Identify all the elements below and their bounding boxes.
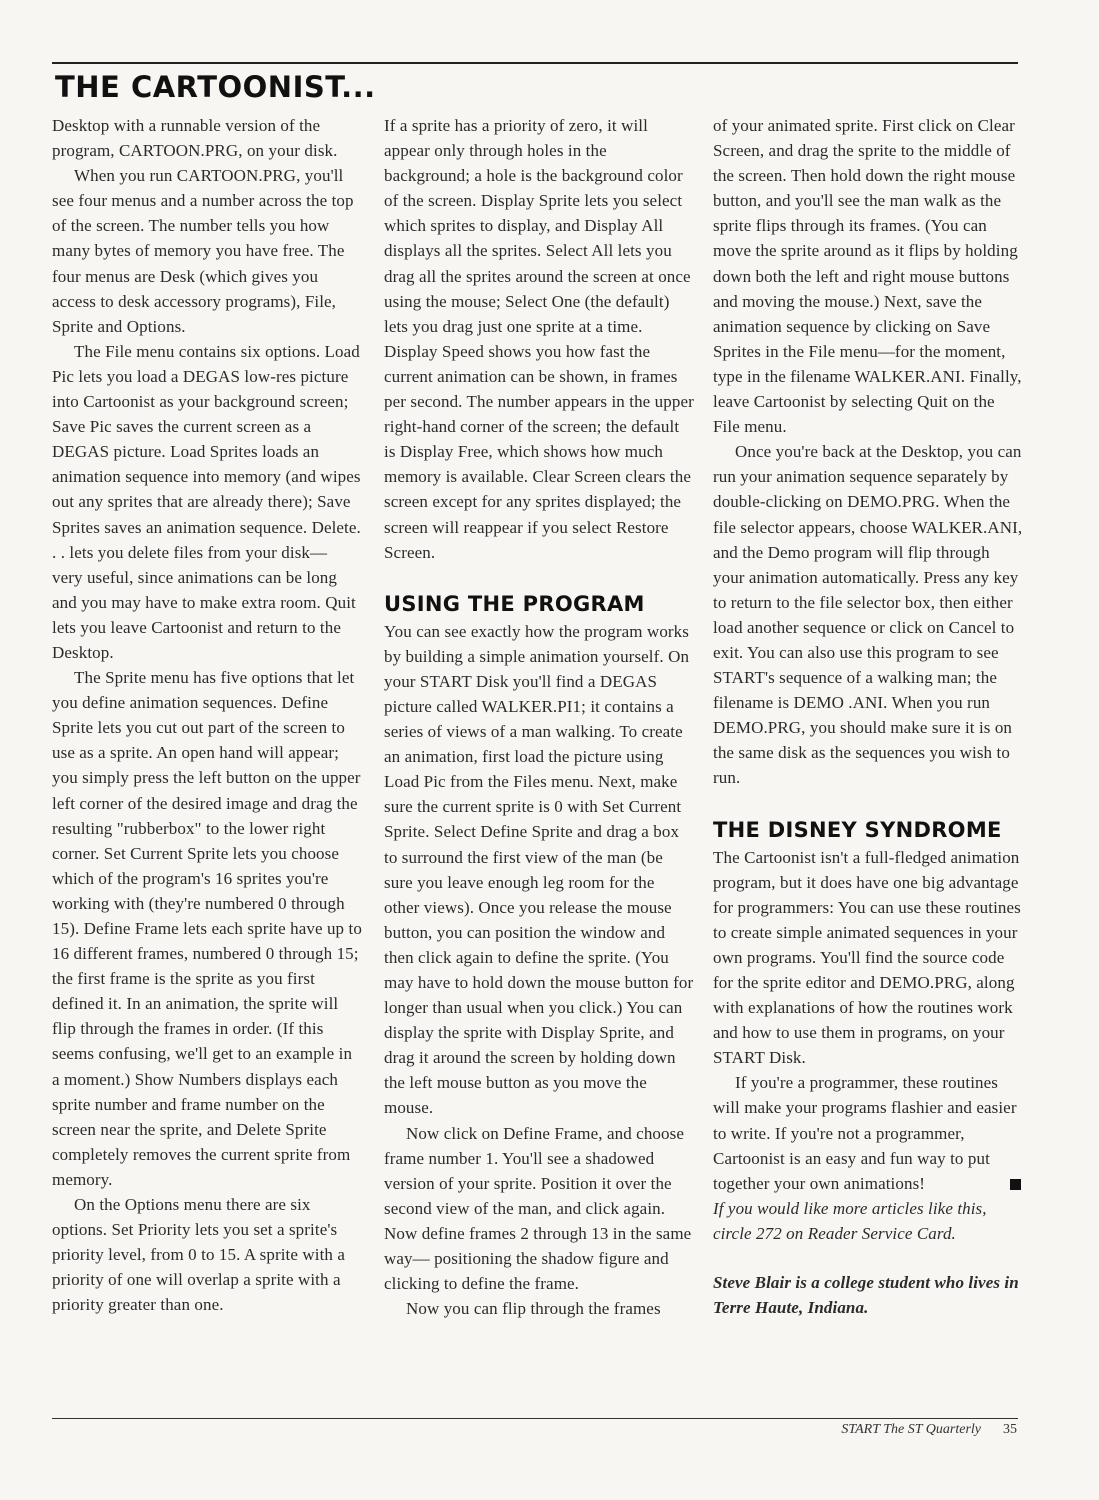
column-2 (384, 113, 694, 1321)
paragraph: Now click on Define Frame, and choose frame number 1. You'll see a shadowed version of your sprite. Position it over the second view of the man, and click again. Now define frames 2 through 13 in the same way— positioning the shadow figure and clicking to define the frame. (384, 1123, 692, 1294)
paragraph: The Cartoonist isn't a full-fledged animation program, but it does have one big advantage for programmers: You can use these routines to create simple animated sequences in your own programs. You'll find the source code for the sprite editor and DEMO.PRG, along with explanations of how the routines work and how to use them in programs, on your START Disk. (713, 847, 1021, 1068)
end-mark-icon (1010, 1179, 1021, 1190)
paragraph: You can see exactly how the program works by building a simple animation yourself. On your START Disk you'll find a DEGAS picture called WALKER.PI1; it contains a series of views of a man walking. To create an animation, first load the picture using Load Pic from the Files menu. Next, make sure the current sprite is 0 with Set Current Sprite. Select Define Sprite and drag a box to surround the first view of the man (be sure you leave enough leg room for the other views). Once you release the mouse button, you can position the window and then click again to define the sprite. (You may have to hold down the mouse button for longer than usual when you click.) You can display the sprite with Display Sprite, and drag it around the screen by holding down the left mouse button as you move the mouse. (384, 621, 694, 1118)
top-rule (52, 62, 1018, 64)
paragraph: Once you're back at the Desktop, you can run your animation sequence separately by double-clicking on DEMO.PRG. When the file selector appears, choose WALKER.ANI, and the Demo program will flip through your animation automatically. Press any key to return to the file selector box, then either load another sequence or click on Cancel to exit. You can also use this program to see START's sequence of a walking man; the filename is DEMO .ANI. When you run DEMO.PRG, you should make sure it is on the same disk as the sequences you wish to run. (713, 442, 1023, 788)
bottom-rule (52, 1418, 1018, 1419)
paragraph: On the Options menu there are six options. Set Priority lets you set a sprite's priority level, from 0 to 15. A sprite with a priority of one will overlap a sprite with a priority greater than one. (52, 1195, 345, 1315)
paragraph: The File menu contains six options. Load Pic lets you load a DEGAS low-res picture into Cartoonist as your background screen; Save Pic saves the current screen as a DEGAS picture. Load Sprites loads an animation sequence into memory (and wipes out any sprites that are already there); Save Sprites saves an animation sequence. Delete. . . lets you delete files from your disk— very useful, since animations can be long and you may have to make extra room. Quit lets you leave Cartoonist and return to the Desktop. (52, 341, 361, 662)
page-footer (841, 1422, 1017, 1438)
paragraph: When you run CARTOON.PRG, you'll see four menus and a number across the top of the screen. The number tells you how many bytes of memory you have free. The four menus are Desk (which gives you access to desk accessory programs), File, Sprite and Options. (52, 166, 354, 336)
page-number: 35 (1003, 1422, 1017, 1437)
paragraph (713, 1070, 1023, 1195)
column-1 (52, 113, 362, 1318)
paragraph: If a sprite has a priority of zero, it will appear only through holes in the background; a hole is the background color of the screen. Display Sprite lets you select which sprites to display, and Display All displays all the sprites. Select All lets you drag all the sprites around the screen at once using the mouse; Select One (the default) lets you drag just one sprite at a time. Display Speed shows you how fast the current animation can be shown, in frames per second. The number appears in the upper right-hand corner of the screen; the default is Display Free, which shows how much memory is available. Clear Screen clears the screen except for any sprites displayed; the screen will reappear if you select Restore Screen. (384, 116, 694, 562)
column-3 (713, 113, 1023, 1320)
article-title: THE CARTOONIST... (55, 70, 376, 104)
section-heading: USING THE PROGRAM (384, 591, 645, 616)
paragraph: Desktop with a runnable version of the program, CARTOON.PRG, on your disk. (52, 116, 338, 161)
paragraph-text: If you're a programmer, these routines will make your programs flashier and easier to write. If you're not a programmer, Cartoonist is an easy and fun way to put together your own animations! (713, 1073, 1017, 1193)
paragraph: of your animated sprite. First click on Clear Screen, and drag the sprite to the middle of the screen. Then hold down the right mouse button, and you'll see the man walk as the sprite flips through its frames. (You can move the sprite around as it flips by holding down both the left and right mouse buttons and moving the mouse.) Next, save the animation sequence by clicking on Save Sprites in the File menu—for the moment, type in the filename WALKER.ANI. Finally, leave Cartoonist by selecting Quit on the File menu. (713, 116, 1022, 437)
paragraph: The Sprite menu has five options that let you define animation sequences. Define Sprite lets you cut out part of the screen to use as a sprite. An open hand will appear; you simply press the left button on the upper left corner of the desired image and drag the resulting "rubberbox" to the lower right corner. Set Current Sprite lets you choose which of the program's 16 sprites you're working with (they're numbered 0 through 15). Define Frame lets each sprite have up to 16 different frames, numbered 0 through 15; the first frame is the sprite as you first defined it. In an animation, the sprite will flip through the frames in order. (If this seems confusing, we'll get to an example in a moment.) Show Numbers displays each sprite number and frame number on the screen near the sprite, and Delete Sprite completely removes the current sprite from memory. (52, 668, 362, 1189)
author-bio: Steve Blair is a college student who lives in Terre Haute, Indiana. (713, 1273, 1019, 1318)
paragraph: Now you can flip through the frames (406, 1299, 661, 1319)
publication-name: START The ST Quarterly (841, 1422, 981, 1437)
reader-service-note: If you would like more articles like this, circle 272 on Reader Service Card. (713, 1198, 987, 1243)
section-heading: THE DISNEY SYNDROME (713, 817, 1002, 842)
